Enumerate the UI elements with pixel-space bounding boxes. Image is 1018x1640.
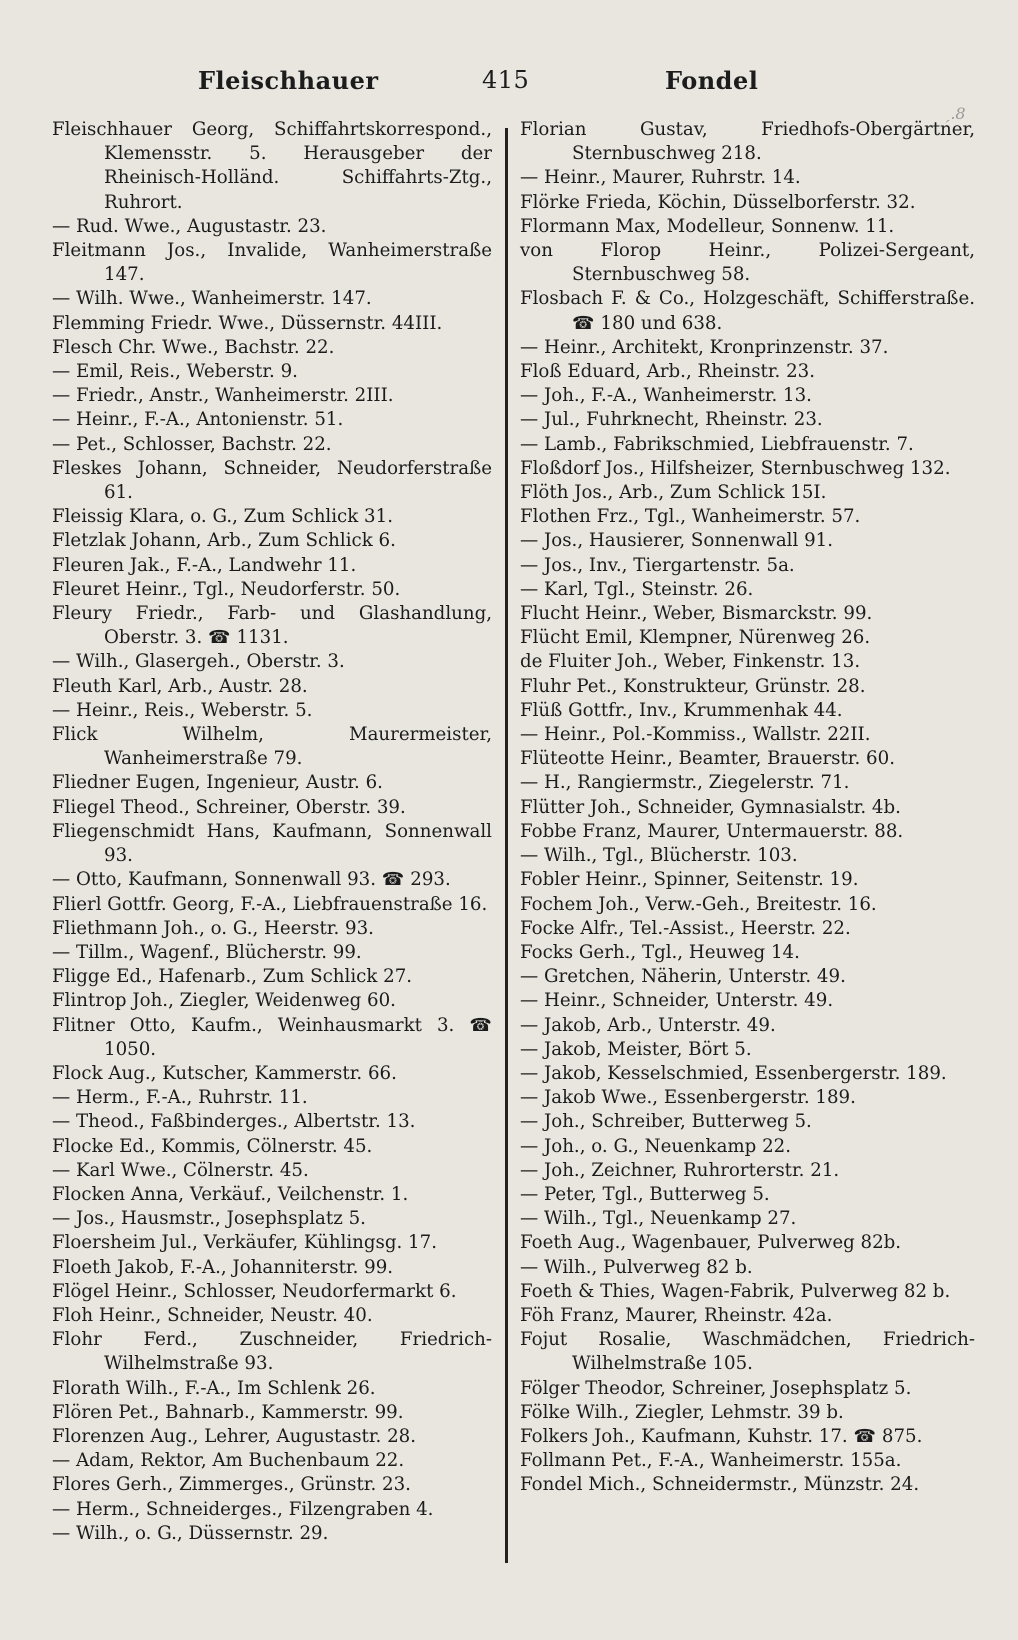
directory-entry: — Jakob, Meister, Bört 5. (520, 1038, 752, 1060)
directory-entry: Flören Pet., Bahnarb., Kammerstr. 99. (52, 1401, 404, 1423)
directory-entry: Folkers Joh., Kaufmann, Kuhstr. 17. ☎ 875. (520, 1425, 923, 1447)
directory-entry: — Herm., F.-A., Ruhrstr. 11. (52, 1087, 308, 1109)
directory-entry: Flosbach F. & Co., Holzgeschäft, Schifferstraße. ☎ 180 und 638. (520, 288, 975, 334)
directory-entry: Flüteotte Heinr., Beamter, Brauerstr. 60. (520, 748, 895, 770)
directory-entry: Fölke Wilh., Ziegler, Lehmstr. 39 b. (520, 1401, 844, 1423)
directory-entry: Fleitmann Jos., Invalide, Wanheimerstraße 147. (52, 240, 492, 286)
directory-entry: Fobler Heinr., Spinner, Seitenstr. 19. (520, 869, 859, 891)
directory-entry: — Karl Wwe., Cölnerstr. 45. (52, 1159, 309, 1181)
directory-entry: Flemming Friedr. Wwe., Düssernstr. 44III. (52, 312, 443, 334)
directory-entry: Flock Aug., Kutscher, Kammerstr. 66. (52, 1062, 397, 1084)
directory-entry: Follmann Pet., F.-A., Wanheimerstr. 155a. (520, 1450, 902, 1472)
margin-mark: ˏ.8 (945, 104, 966, 123)
directory-entry: Flormann Max, Modelleur, Sonnenw. 11. (520, 215, 895, 237)
left-column (52, 118, 492, 1546)
directory-entry: Fliethmann Joh., o. G., Heerstr. 93. (52, 917, 374, 939)
directory-entry: Flocken Anna, Verkäuf., Veilchenstr. 1. (52, 1183, 409, 1205)
directory-entry: Florath Wilh., F.-A., Im Schlenk 26. (52, 1377, 376, 1399)
directory-entry: — Heinr., Schneider, Unterstr. 49. (520, 990, 834, 1012)
directory-entry: Foeth & Thies, Wagen-Fabrik, Pulverweg 82 b. (520, 1280, 951, 1302)
directory-entry: — Joh., F.-A., Wanheimerstr. 13. (520, 385, 812, 407)
directory-entry: Fliegel Theod., Schreiner, Oberstr. 39. (52, 796, 406, 818)
directory-entry: Floh Heinr., Schneider, Neustr. 40. (52, 1304, 373, 1326)
directory-entry: — Pet., Schlosser, Bachstr. 22. (52, 433, 332, 455)
directory-entry: — Theod., Faßbinderges., Albertstr. 13. (52, 1111, 416, 1133)
directory-entry: — Heinr., Pol.-Kommiss., Wallstr. 22II. (520, 724, 871, 746)
directory-entry: Flintrop Joh., Ziegler, Weidenweg 60. (52, 990, 396, 1012)
directory-entry: — Jakob Wwe., Essenbergerstr. 189. (520, 1087, 856, 1109)
directory-entry: — Jos., Inv., Tiergartenstr. 5a. (520, 554, 795, 576)
directory-entry: — Joh., Zeichner, Ruhrorterstr. 21. (520, 1159, 840, 1181)
directory-entry: — Heinr., Reis., Weberstr. 5. (52, 699, 313, 721)
directory-entry: — Wilh., Tgl., Neuenkamp 27. (520, 1208, 797, 1230)
page-number: 415 (482, 66, 530, 94)
directory-entry: — Rud. Wwe., Augustastr. 23. (52, 215, 327, 237)
directory-entry: — Jakob, Kesselschmied, Essenbergerstr. 189. (520, 1062, 947, 1084)
page-header (40, 66, 978, 102)
directory-entry: Flierl Gottfr. Georg, F.-A., Liebfrauenstraße 16. (52, 893, 488, 915)
directory-entry: Florian Gustav, Friedhofs-Obergärtner, Sternbuschweg 218. (520, 119, 975, 165)
directory-entry: Fligge Ed., Hafenarb., Zum Schlick 27. (52, 966, 413, 988)
directory-entry: — Joh., Schreiber, Butterweg 5. (520, 1111, 812, 1133)
directory-entry: — Peter, Tgl., Butterweg 5. (520, 1183, 770, 1205)
directory-entry: Foeth Aug., Wagenbauer, Pulverweg 82b. (520, 1232, 902, 1254)
header-right-keyword: Fondel (665, 66, 759, 95)
directory-entry: Flörke Frieda, Köchin, Düsselborferstr. 32. (520, 191, 916, 213)
directory-entry: Flores Gerh., Zimmerges., Grünstr. 23. (52, 1474, 411, 1496)
directory-entry: Flögel Heinr., Schlosser, Neudorfermarkt 6. (52, 1280, 457, 1302)
directory-entry: Fleskes Johann, Schneider, Neudorferstraße 61. (52, 457, 492, 504)
directory-entry: — H., Rangiermstr., Ziegelerstr. 71. (520, 772, 850, 794)
directory-entry: Flothen Frz., Tgl., Wanheimerstr. 57. (520, 506, 861, 528)
directory-entry: Fleuth Karl, Arb., Austr. 28. (52, 675, 308, 697)
directory-entry: Fleury Friedr., Farb- und Glashandlung, Oberstr. 3. ☎ 1131. (52, 603, 492, 649)
directory-entry: Flitner Otto, Kaufm., Weinhausmarkt 3. ☎ 1050. (52, 1014, 492, 1060)
directory-entry: Flüß Gottfr., Inv., Krummenhak 44. (520, 699, 843, 721)
directory-entry: Fletzlak Johann, Arb., Zum Schlick 6. (52, 530, 396, 552)
directory-entry: Fleischhauer Georg, Schiffahrtskorrespond., Klemensstr. 5. Herausgeber der Rheinisch-Holländ. Schiffahrts-Ztg., Ruhrort. (52, 119, 492, 213)
directory-entry: Flucht Heinr., Weber, Bismarckstr. 99. (520, 603, 873, 625)
directory-entry: Flick Wilhelm, Maurermeister, Wanheimerstraße 79. (52, 724, 492, 770)
directory-entry: — Lamb., Fabrikschmied, Liebfrauenstr. 7. (520, 433, 914, 455)
directory-entry: — Heinr., Architekt, Kronprinzenstr. 37. (520, 336, 889, 358)
directory-entry: Fobbe Franz, Maurer, Untermauerstr. 88. (520, 820, 904, 842)
directory-entry: — Karl, Tgl., Steinstr. 26. (520, 578, 754, 600)
directory-entry: Focks Gerh., Tgl., Heuweg 14. (520, 941, 800, 963)
directory-entry: Florenzen Aug., Lehrer, Augustastr. 28. (52, 1425, 417, 1447)
directory-entry: — Heinr., Maurer, Ruhrstr. 14. (520, 167, 801, 189)
directory-entry: — Wilh., Pulverweg 82 b. (520, 1256, 753, 1278)
directory-entry: — Jos., Hausmstr., Josephsplatz 5. (52, 1208, 366, 1230)
directory-entry: — Herm., Schneiderges., Filzengraben 4. (52, 1498, 434, 1520)
directory-entry: Fleuret Heinr., Tgl., Neudorferstr. 50. (52, 578, 401, 600)
directory-entry: Flocke Ed., Kommis, Cölnerstr. 45. (52, 1135, 373, 1157)
directory-entry: Flohr Ferd., Zuschneider, Friedrich-Wilhelmstraße 93. (52, 1329, 492, 1375)
directory-entry: — Wilh. Wwe., Wanheimerstr. 147. (52, 288, 372, 310)
directory-entry: Floersheim Jul., Verkäufer, Kühlingsg. 17. (52, 1232, 437, 1254)
directory-entry: Flütter Joh., Schneider, Gymnasialstr. 4b. (520, 796, 901, 818)
directory-entry: Floß Eduard, Arb., Rheinstr. 23. (520, 361, 816, 383)
directory-entry: von Florop Heinr., Polizei-Sergeant, Sternbuschweg 58. (520, 240, 975, 286)
directory-entry: Föh Franz, Maurer, Rheinstr. 42a. (520, 1304, 833, 1326)
directory-entry: Fliegenschmidt Hans, Kaufmann, Sonnenwall 93. (52, 820, 492, 867)
directory-entry: Fleissig Klara, o. G., Zum Schlick 31. (52, 506, 393, 528)
directory-entry: de Fluiter Joh., Weber, Finkenstr. 13. (520, 651, 861, 673)
header-left-keyword: Fleischhauer (198, 66, 379, 95)
directory-entry: — Jos., Hausierer, Sonnenwall 91. (520, 530, 833, 552)
right-column (520, 118, 975, 1498)
directory-entry: Flücht Emil, Klempner, Nürenweg 26. (520, 627, 871, 649)
directory-entry: — Jakob, Arb., Unterstr. 49. (520, 1014, 776, 1036)
directory-entry: — Jul., Fuhrknecht, Rheinstr. 23. (520, 409, 823, 431)
directory-entry: Flöth Jos., Arb., Zum Schlick 15I. (520, 482, 827, 504)
directory-entry: Floeth Jakob, F.-A., Johanniterstr. 99. (52, 1256, 394, 1278)
directory-entry: Fliedner Eugen, Ingenieur, Austr. 6. (52, 772, 383, 794)
directory-entry: Fölger Theodor, Schreiner, Josephsplatz 5. (520, 1377, 912, 1399)
directory-entry: Fluhr Pet., Konstrukteur, Grünstr. 28. (520, 675, 866, 697)
directory-entry: Flesch Chr. Wwe., Bachstr. 22. (52, 336, 335, 358)
directory-entry: — Adam, Rektor, Am Buchenbaum 22. (52, 1450, 405, 1472)
directory-entry: Floßdorf Jos., Hilfsheizer, Sternbuschweg 132. (520, 457, 951, 479)
directory-entry: — Emil, Reis., Weberstr. 9. (52, 361, 298, 383)
directory-entry: Fojut Rosalie, Waschmädchen, Friedrich-Wilhelmstraße 105. (520, 1329, 975, 1375)
directory-entry: Focke Alfr., Tel.-Assist., Heerstr. 22. (520, 917, 851, 939)
directory-entry: Fleuren Jak., F.-A., Landwehr 11. (52, 554, 357, 576)
directory-entry: — Friedr., Anstr., Wanheimerstr. 2III. (52, 385, 394, 407)
directory-entry: — Wilh., Tgl., Blücherstr. 103. (520, 845, 798, 867)
directory-entry: Fondel Mich., Schneidermstr., Münzstr. 24. (520, 1474, 920, 1496)
directory-entry: — Tillm., Wagenf., Blücherstr. 99. (52, 941, 362, 963)
directory-entry: — Otto, Kaufmann, Sonnenwall 93. ☎ 293. (52, 869, 451, 891)
directory-entry: — Gretchen, Näherin, Unterstr. 49. (520, 966, 846, 988)
directory-entry: — Wilh., Glasergeh., Oberstr. 3. (52, 651, 345, 673)
directory-entry: — Heinr., F.-A., Antonienstr. 51. (52, 409, 344, 431)
directory-entry: Fochem Joh., Verw.-Geh., Breitestr. 16. (520, 893, 877, 915)
directory-entry: — Wilh., o. G., Düssernstr. 29. (52, 1522, 329, 1544)
column-divider (505, 128, 508, 1563)
directory-entry: — Joh., o. G., Neuenkamp 22. (520, 1135, 792, 1157)
